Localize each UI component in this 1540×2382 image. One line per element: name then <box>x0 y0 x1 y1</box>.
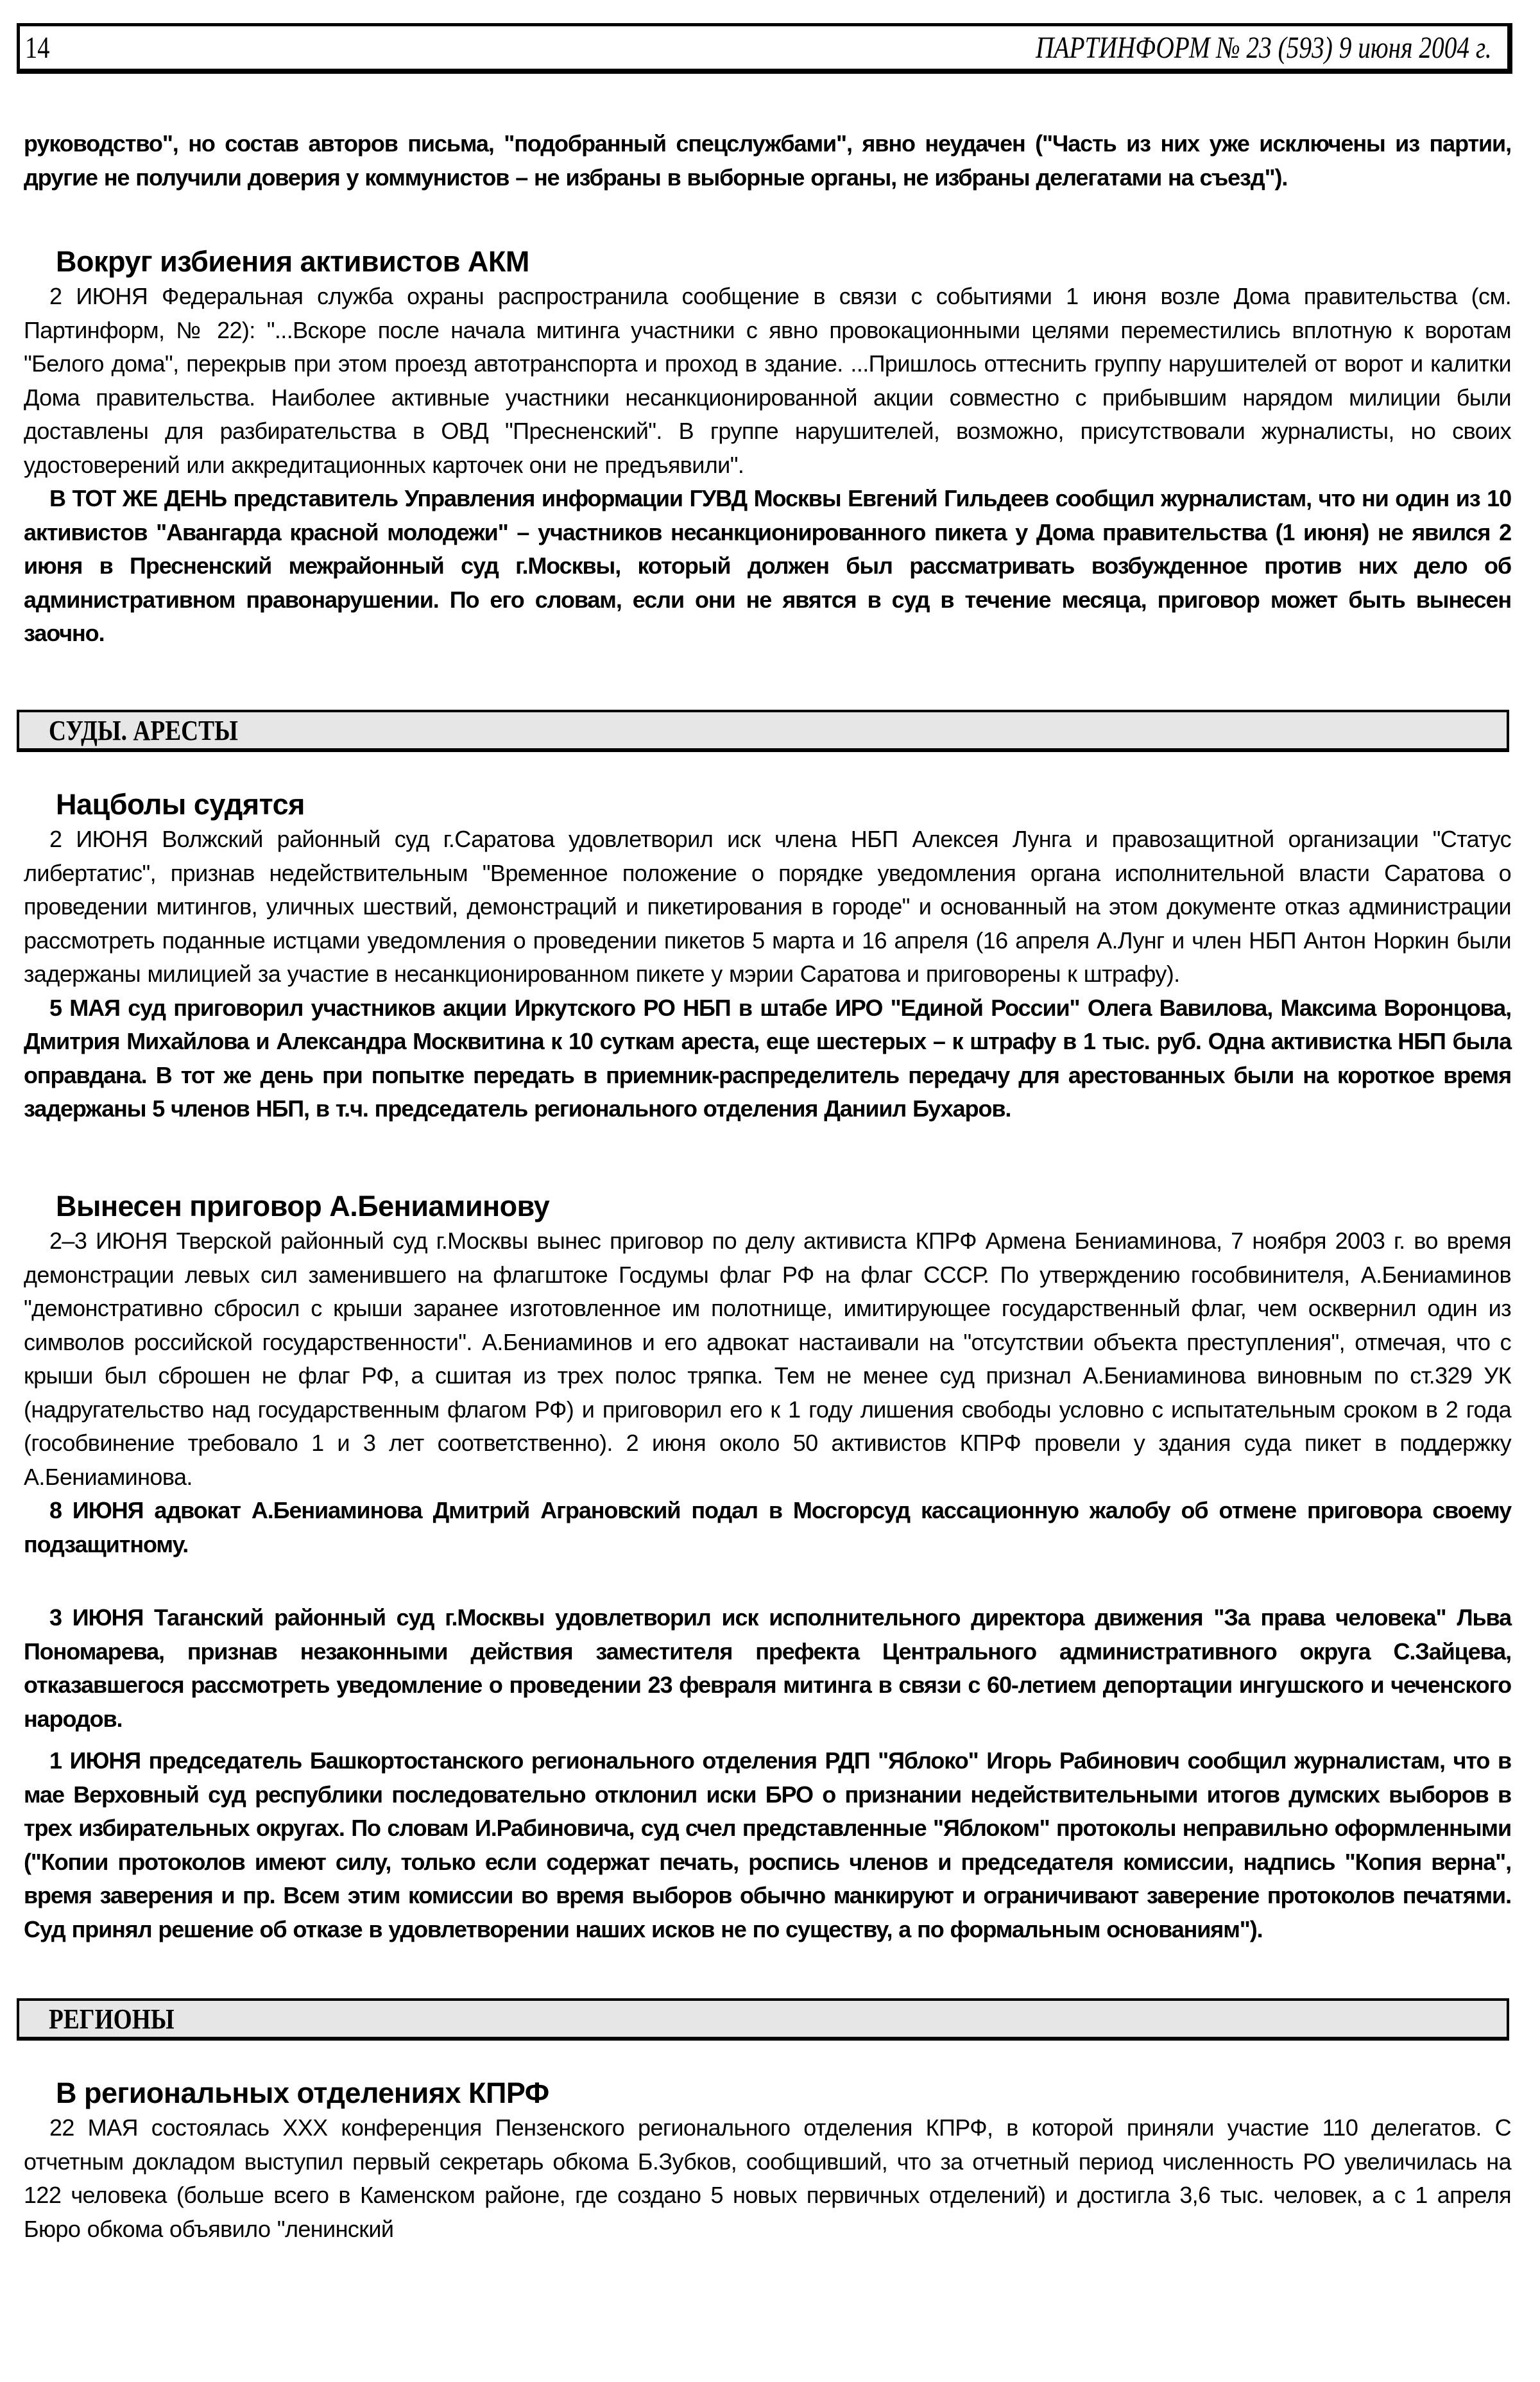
article-paragraph: 2 ИЮНЯ Волжский районный суд г.Саратова удовлетворил иск члена НБП Алексея Лунга и правозащитной организации "Статус либертатис", признав недействительным "Временное положение о порядке уведомления органа исполнительной власти Саратова о проведении митингов, уличных шествий, демонстраций и пикетирования в городе" и основанный на этом документе отказ администрации рассмотреть поданные истцами уведомления о проведении пикетов 5 марта и 16 апреля (16 апреля А.Лунг и член НБП Антон Норкин были задержаны милицией за участие в несанкционированном пикете у мэрии Саратова и приговорены к штрафу). <box>24 826 1511 987</box>
article-paragraph-bold: 3 ИЮНЯ Таганский районный суд г.Москвы удовлетворил иск исполнительного директора движения "За права человека" Льва Пономарева, признав незаконными действия заместителя префекта Центрального административного округа С.Зайцева, отказавшегося рассмотреть уведомление о проведении 23 февраля митинга в связи с 60-летием депортации ингушского и чеченского народов. <box>24 1604 1511 1732</box>
article-paragraph: 2 ИЮНЯ Федеральная служба охраны распространила сообщение в связи с событиями 1 июня возле Дома правительства (см. Партинформ, № 22): "...Вскоре после начала митинга участники с явно провокационными целями переместились вплотную к воротам "Белого дома", перекрыв при этом проезд автотранспорта и проход в здание. ...Пришлось оттеснить группу нарушителей от ворот и калитки Дома правительства. Наиболее активные участники несанкционированной акции совместно с прибывшим нарядом милиции были доставлены для разбирательства в ОВД "Пресненский". В группе нарушителей, возможно, присутствовали журналисты, но своих удостоверений или аккредитационных карточек они не предъявили". <box>24 283 1511 478</box>
article-kprf-regions <box>24 2075 1511 2246</box>
article-nbp <box>24 787 1511 1126</box>
section-bar-courts <box>17 710 1509 752</box>
intro-block <box>24 127 1511 194</box>
page-header <box>17 23 1512 74</box>
article-beniaminov <box>24 1188 1511 1561</box>
article-heading: Нацболы судятся <box>56 788 305 821</box>
article-ponomarev <box>24 1601 1511 1736</box>
article-paragraph-bold: 5 МАЯ суд приговорил участников акции Иркутского РО НБП в штабе ИРО "Единой России" Олега Вавилова, Максима Воронцова, Дмитрия Михайлова и Александра Москвитина к 10 суткам ареста, еще шестерых – к штрафу в 1 тыс. руб. Одна активистка НБП была оправдана. В тот же день при попытке передать в приемник-распределитель передачу для арестованных были на короткое время задержаны 5 членов НБП, в т.ч. председатель регионального отделения Даниил Бухаров. <box>24 994 1511 1122</box>
article-paragraph-bold: 8 ИЮНЯ адвокат А.Бениаминова Дмитрий Аграновский подал в Мосгорсуд кассационную жалобу об отмене приговора своему подзащитному. <box>24 1497 1511 1557</box>
article-yabloko <box>24 1744 1511 1946</box>
intro-paragraph: руководство", но состав авторов письма, "подобранный спецслужбами", явно неудачен ("Часть из них уже исключены из партии, другие не получили доверия у коммунистов – не избраны в выборные органы, не избраны делегатами на съезд"). <box>24 130 1511 191</box>
publication-title: ПАРТИНФОРМ № 23 (593) 9 июня 2004 г. <box>1036 31 1492 65</box>
section-title: РЕГИОНЫ <box>49 2003 175 2035</box>
section-bar-regions <box>17 1998 1509 2041</box>
section-title: СУДЫ. АРЕСТЫ <box>49 715 238 746</box>
article-heading: В региональных отделениях КПРФ <box>56 2077 549 2109</box>
page-number: 14 <box>25 31 50 65</box>
article-paragraph-bold: В ТОТ ЖЕ ДЕНЬ представитель Управления информации ГУВД Москвы Евгений Гильдеев сообщил журналистам, что ни один из 10 активистов "Авангарда красной молодежи" – участников несанкционированного пикета у Дома правительства (1 июня) не явился 2 июня в Пресненский межрайонный суд г.Москвы, который должен был рассматривать возбужденное против них дело об административном правонарушении. По его словам, если они не явятся в суд в течение месяца, приговор может быть вынесен заочно. <box>24 485 1511 646</box>
article-heading: Вокруг избиения активистов АКМ <box>56 245 529 278</box>
article-paragraph: 2–3 ИЮНЯ Тверской районный суд г.Москвы вынес приговор по делу активиста КПРФ Армена Бениаминова, 7 ноября 2003 г. во время демонстрации левых сил заменившего на флагштоке Госдумы флаг РФ на флаг СССР. По утверждению гособвинителя, А.Бениаминов "демонстративно сбросил с крыши заранее изготовленное им полотнище, имитирующее государственный флаг, чем осквернил один из символов российской государственности". А.Бениаминов и его адвокат настаивали на "отсутствии объекта преступления", отмечая, что с крыши был сброшен не флаг РФ, а сшитая из трех полос тряпка. Тем не менее суд признал А.Бениаминова виновным по ст.329 УК (надругательство над государственным флагом РФ) и приговорил его к 1 году лишения свободы условно с испытательным сроком в 2 года (гособвинение требовало 1 и 3 лет соответственно). 2 июня около 50 активистов КПРФ провели у здания суда пикет в поддержку А.Бениаминова. <box>24 1228 1511 1490</box>
article-heading: Вынесен приговор А.Бениаминову <box>56 1190 550 1222</box>
article-paragraph: 22 МАЯ состоялась XXX конференция Пензенского регионального отделения КПРФ, в которой приняли участие 110 делегатов. С отчетным докладом выступил первый секретарь обкома Б.Зубков, сообщивший, что за отчетный период численность РО увеличилась на 122 человека (больше всего в Каменском районе, где создано 5 новых первичных отделений) и достигла 3,6 тыс. человек, а с 1 апреля Бюро обкома объявило "ленинский <box>24 2114 1511 2242</box>
article-paragraph-bold: 1 ИЮНЯ председатель Башкортостанского регионального отделения РДП "Яблоко" Игорь Рабинович сообщил журналистам, что в мае Верховный суд республики последовательно отклонил иски БРО о признании недействительными итогов думских выборов в трех избирательных округах. По словам И.Рабиновича, суд счел представленные "Яблоком" протоколы неправильно оформленными ("Копии протоколов имеют силу, только если содержат печать, роспись членов и председателя комиссии, надпись "Копия верна", время заверения и пр. Всем этим комиссии во время выборов обычно манкируют и ограничивают заверение протоколов печатями. Суд принял решение об отказе в удовлетворении наших исков не по существу, а по формальным основаниям"). <box>24 1747 1511 1942</box>
article-akm <box>24 244 1511 651</box>
